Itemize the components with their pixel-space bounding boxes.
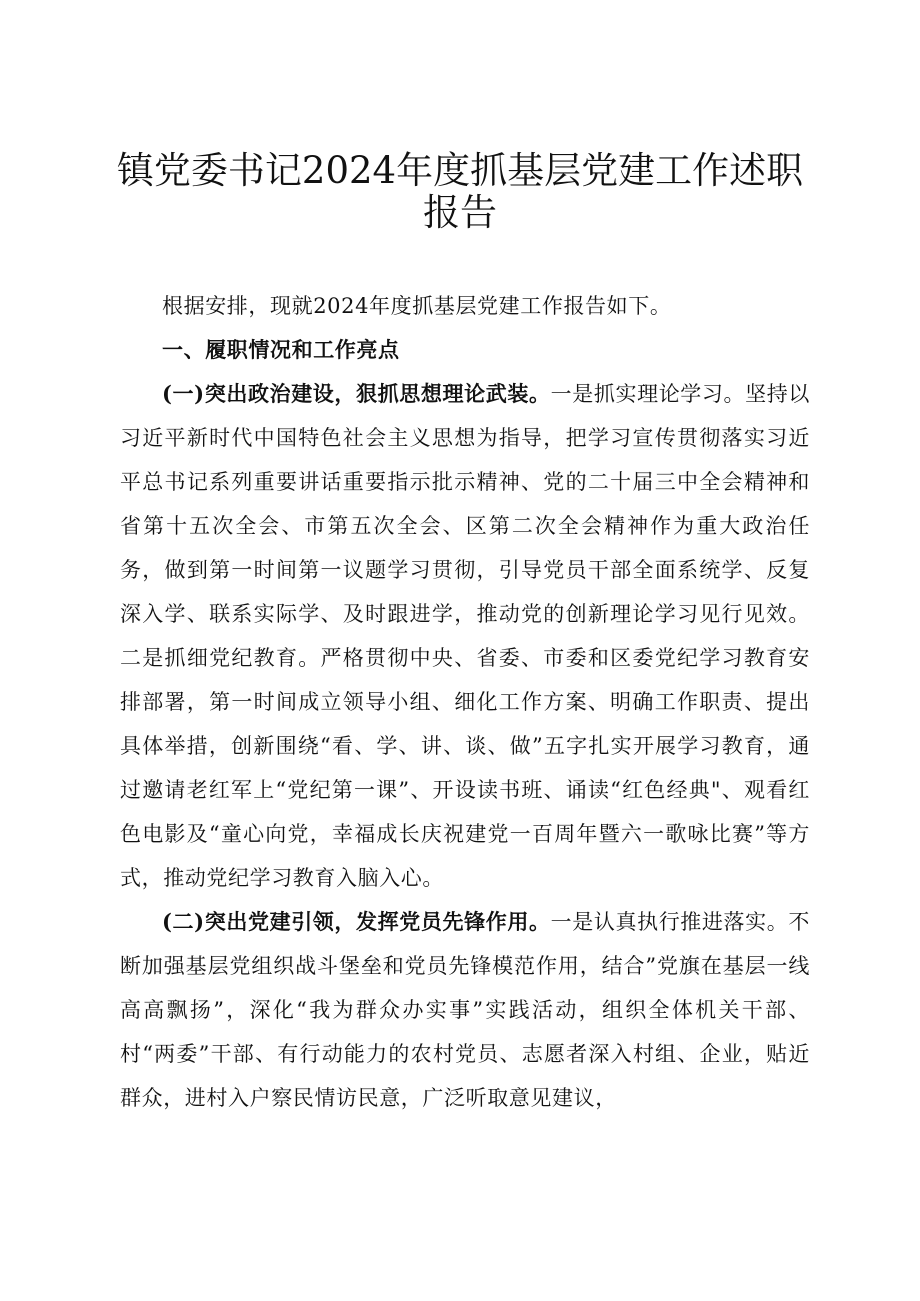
- paragraph-2: [120, 900, 810, 1120]
- paragraph-1-text: 一是抓实理论学习。坚持以习近平新时代中国特色社会主义思想为指导，把学习宣传贯彻落实习近平总书记系列重要讲话重要指示批示精神、党的二十届三中全会精神和省第十五次全会、市第五次全会、区第二次全会精神作为重大政治任务，做到第一时间第一议题学习贯彻，引导党员干部全面系统学、反复深入学、联系实际学、及时跟进学，推动党的创新理论学习见行见效。二是抓细党纪教育。严格贯彻中央、省委、市委和区委党纪学习教育安排部署，第一时间成立领导小组、细化工作方案、明确工作职责、提出具体举措，创新围绕“看、学、讲、谈、做”五字扎实开展学习教育，通过邀请老红军上“党纪第一课”、开设读书班、诵读“红色经典"、观看红色电影及“童心向党，幸福成长庆祝建党一百周年暨六一歌咏比赛”等方式，推动党纪学习教育入脑入心。: [120, 382, 810, 890]
- intro-paragraph: 根据安排，现就2024年度抓基层党建工作报告如下。: [162, 294, 672, 318]
- document-body: [120, 284, 810, 1120]
- paragraph-1-heading: (一)突出政治建设，狠抓思想理论武装。: [162, 381, 551, 406]
- paragraph-2-text: 一是认真执行推进落实。不断加强基层党组织战斗堡垒和党员先锋模范作用，结合”党旗在基层一线高高飘扬”，深化“我为群众办实事”实践活动，组织全体机关干部、村“两委”干部、有行动能力的农村党员、志愿者深入村组、企业，贴近群众，进村入户察民情访民意，广泛听取意见建议，: [120, 910, 810, 1110]
- paragraph-1: [120, 372, 810, 900]
- section-heading-1: 一、履职情况和工作亮点: [162, 338, 400, 362]
- document-title: 镇党委书记2024年度抓基层党建工作述职报告: [116, 149, 804, 234]
- paragraph-2-heading: (二)突出党建引领，发挥党员先锋作用。: [162, 909, 551, 934]
